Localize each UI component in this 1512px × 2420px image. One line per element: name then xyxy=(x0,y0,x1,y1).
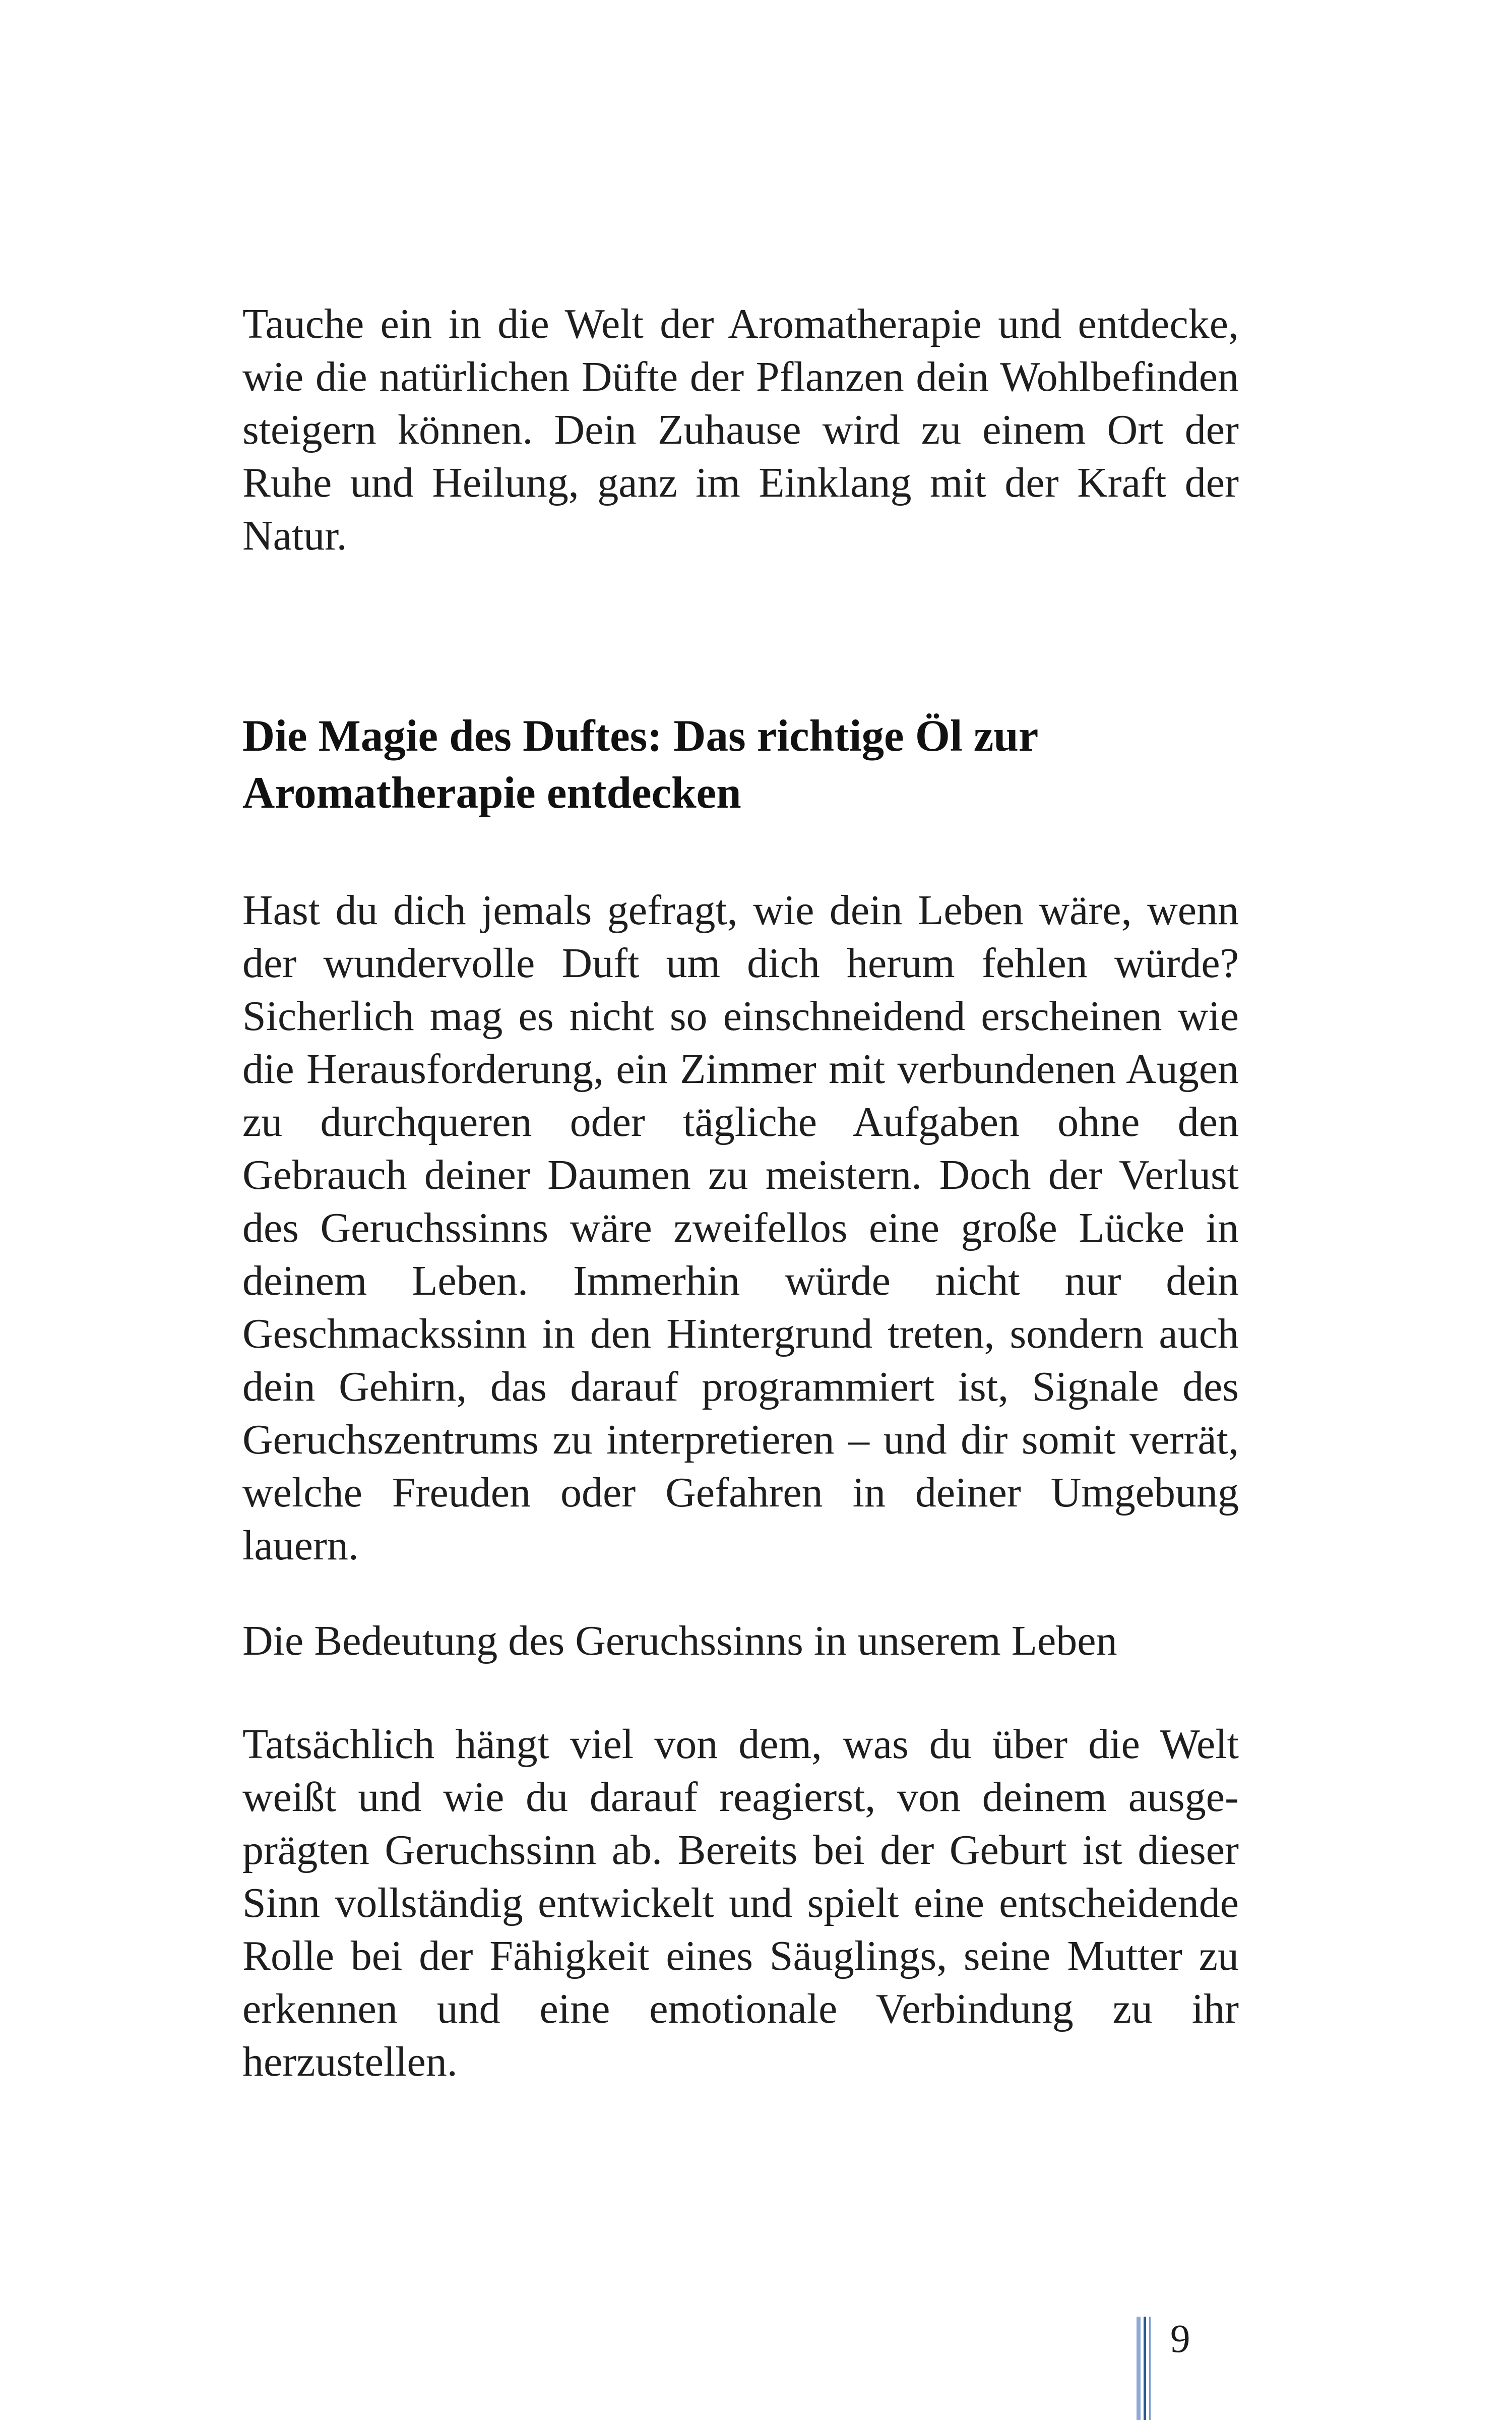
footer-rule-middle xyxy=(1144,2317,1146,2420)
footer-rule-inner xyxy=(1149,2317,1151,2420)
intro-block xyxy=(242,297,1239,562)
page-number: 9 xyxy=(1170,2317,1190,2361)
section-heading-line-1: Die Magie des Duftes: Das richtige Öl zur xyxy=(242,711,1039,761)
subheading: Die Bedeutung des Geruchssinns in unserem Leben xyxy=(242,1617,1117,1664)
section-body-2 xyxy=(242,1718,1239,2088)
footer-rule-outer xyxy=(1137,2317,1141,2420)
section-body-1 xyxy=(242,884,1239,1572)
section-heading xyxy=(242,708,1239,822)
subheading-block xyxy=(242,1614,1239,1667)
section-heading-block xyxy=(242,708,1239,822)
section-heading-line-2: Aromatherapie entdecken xyxy=(242,768,741,818)
page-footer xyxy=(1137,2317,1237,2420)
intro-paragraph: Tauche ein in die Welt der Aromatherapie und entdecke, wie die natürlichen Düfte der Pflanzen dein Wohlbefinden steigern können. Dein Zuhause wird zu einem Ort der Ruhe und Heilung, ganz im Einklang mit der Kraft der Natur. xyxy=(242,300,1239,559)
body-paragraph-2: Tatsächlich hängt viel von dem, was du über die Welt weißt und wie du darauf reagierst, von deinem ausgeprägten Geruchssinn ab. Bereits bei der Geburt ist dieser Sinn vollständig entwickelt und spielt eine entscheidende Rolle bei der Fähigkeit eines Säuglings, seine Mutter zu erkennen und eine emotionale Verbindung zu ihr herzustellen. xyxy=(242,1721,1239,2085)
body-paragraph-1: Hast du dich jemals gefragt, wie dein Leben wäre, wenn der wundervolle Duft um dich herum fehlen würde? Sicherlich mag es nicht so einschneidend erscheinen wie die Herausforderung, ein Zimmer mit verbundenen Augen zu durchqueren oder tägliche Aufgaben ohne den Gebrauch deiner Daumen zu meistern. Doch der Verlust des Geruchssinns wäre zweifellos eine große Lücke in deinem Leben. Immerhin würde nicht nur dein Geschmackssinn in den Hintergrund treten, sondern auch dein Gehirn, das darauf programmiert ist, Signale des Geruchszentrums zu interpretieren – und dir somit verrät, welche Freuden oder Gefahren in deiner Umgebung lauern. xyxy=(242,887,1239,1569)
